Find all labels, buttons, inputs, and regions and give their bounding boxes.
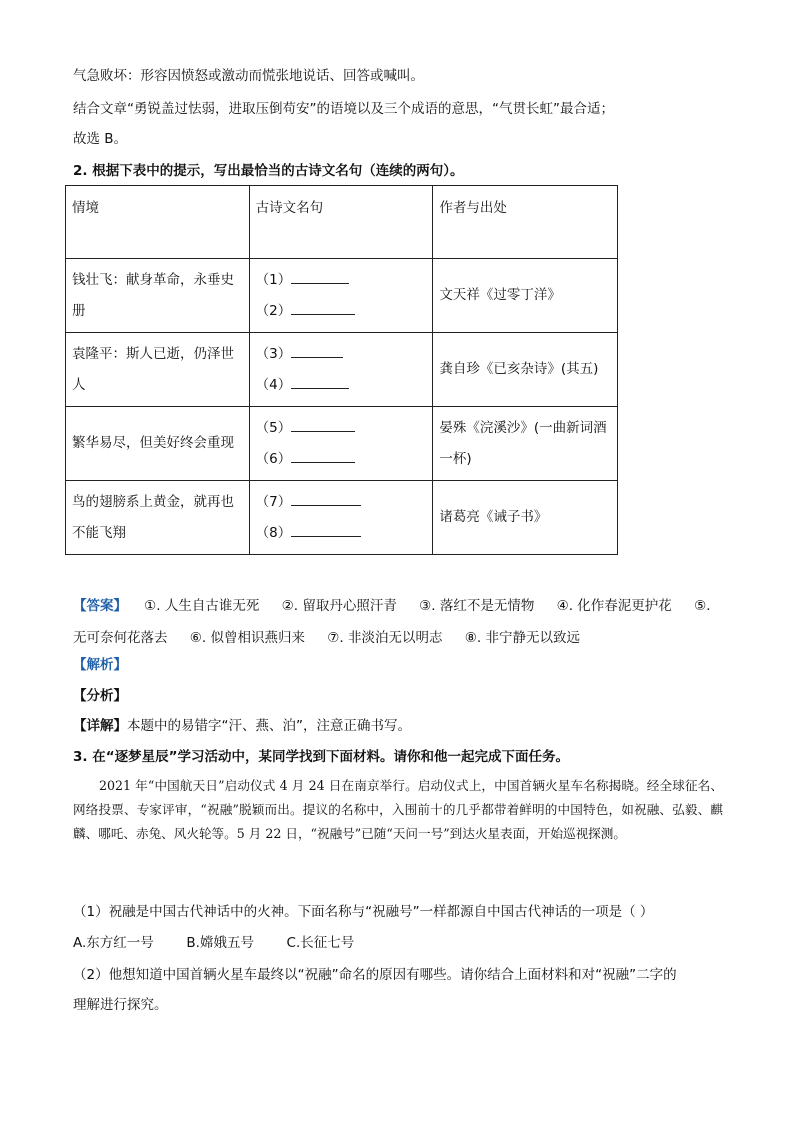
blank-label: （1） bbox=[255, 271, 292, 288]
intro-line-2: 结合文章“勇锐盖过怯弱，进取压倒苟安”的语境以及三个成语的意思，“气贯长虹”最合适； bbox=[73, 101, 614, 117]
source-text: 龚自珍《已亥杂诗》(其五) bbox=[439, 361, 599, 377]
answer-item: ⑦. 非淡泊无以明志 bbox=[327, 630, 443, 646]
answer-blank[interactable] bbox=[291, 446, 355, 463]
detail-line bbox=[73, 716, 411, 736]
scene-text: 钱壮飞：献身革命，永垂史 bbox=[72, 271, 234, 288]
blank-label: （2） bbox=[255, 302, 292, 319]
header-verse: 古诗文名句 bbox=[249, 186, 433, 259]
table-row bbox=[66, 333, 618, 407]
blank-label: （8） bbox=[255, 524, 292, 541]
answer-blank[interactable] bbox=[291, 372, 349, 389]
source-text: 一杯) bbox=[439, 450, 472, 467]
question-2-title: 2. 根据下表中的提示，写出最恰当的古诗文名句（连续的两句）。 bbox=[73, 163, 464, 179]
source-text: 文天祥《过零丁洋》 bbox=[439, 287, 561, 303]
answer-blank[interactable] bbox=[291, 520, 361, 537]
scene-text: 不能飞翔 bbox=[72, 524, 126, 541]
source-text: 晏殊《浣溪沙》(一曲新词酒 bbox=[439, 419, 607, 436]
scene-text: 人 bbox=[72, 376, 86, 393]
answer-blank[interactable] bbox=[291, 489, 361, 506]
option-c: C.长征七号 bbox=[286, 935, 355, 951]
question-3-material bbox=[73, 774, 723, 846]
answer-item: ①. 人生自古谁无死 bbox=[144, 598, 260, 614]
table-header-row bbox=[66, 186, 618, 259]
analysis-label: 【解析】 bbox=[73, 657, 127, 673]
option-a: A.东方红一号 bbox=[73, 935, 154, 951]
answer-item: ④. 化作春泥更护花 bbox=[556, 598, 672, 614]
answer-item: ⑧. 非宁静无以致远 bbox=[464, 630, 580, 646]
question-3-title: 3. 在“逐梦星辰”学习活动中，某同学找到下面材料。请你和他一起完成下面任务。 bbox=[73, 749, 569, 765]
scene-text: 册 bbox=[72, 302, 86, 319]
answer-block bbox=[73, 590, 723, 654]
answer-label: 【答案】 bbox=[73, 598, 127, 614]
blank-label: （5） bbox=[255, 419, 292, 436]
scene-text: 袁隆平：斯人已逝，仍泽世 bbox=[72, 345, 234, 362]
blank-label: （4） bbox=[255, 376, 292, 393]
sub-question-1: （1）祝融是中国古代神话中的火神。下面名称与“祝融号”一样都源自中国古代神话的一项是（ ） bbox=[73, 904, 654, 920]
table-row bbox=[66, 259, 618, 333]
table-row bbox=[66, 407, 618, 481]
option-b: B.嫦娥五号 bbox=[186, 935, 254, 951]
blank-label: （3） bbox=[255, 345, 292, 362]
material-text: 2021 年“中国航天日”启动仪式 4 月 24 日在南京举行。启动仪式上，中国首辆火星车名称揭晓。经全球征名、网络投票、专家评审，“祝融”脱颖而出。提议的名称中，入围前十的几乎都带着鲜明的中国特色，如祝融、弘毅、麒麟、哪吒、赤兔、风火轮等。5 月 22 日，“祝融号”已随“天问一号”到达火星表面，开始巡视探测。 bbox=[73, 778, 723, 841]
intro-line-3: 故选 B。 bbox=[73, 131, 128, 147]
answer-blank[interactable] bbox=[291, 341, 343, 358]
detail-label: 【详解】 bbox=[73, 718, 127, 734]
answer-item: ②. 留取丹心照汗青 bbox=[281, 598, 397, 614]
blank-label: （7） bbox=[255, 493, 292, 510]
detail-text: 本题中的易错字“汗、燕、泊”，注意正确书写。 bbox=[127, 718, 411, 734]
answer-item: ⑥. 似曾相识燕归来 bbox=[189, 630, 305, 646]
fenxi-label: 【分析】 bbox=[73, 688, 127, 704]
source-text: 诸葛亮《诫子书》 bbox=[439, 509, 548, 525]
table-row bbox=[66, 481, 618, 555]
scene-text: 繁华易尽，但美好终会重现 bbox=[72, 435, 234, 451]
sub-question-2-line-2: 理解进行探究。 bbox=[73, 997, 168, 1013]
sub-question-2-line-1: （2）他想知道中国首辆火星车最终以“祝融”命名的原因有哪些。请你结合上面材料和对“祝融”二字的 bbox=[73, 967, 677, 983]
options-line bbox=[73, 933, 354, 953]
poem-table bbox=[65, 185, 618, 555]
header-scene: 情境 bbox=[66, 186, 250, 259]
blank-label: （6） bbox=[255, 450, 292, 467]
answer-blank[interactable] bbox=[291, 298, 355, 315]
answer-item: ③. 落红不是无情物 bbox=[419, 598, 535, 614]
answer-item: ⑤. 无可奈何花落去 bbox=[73, 598, 711, 646]
scene-text: 鸟的翅膀系上黄金，就再也 bbox=[72, 493, 234, 510]
header-source: 作者与出处 bbox=[433, 186, 618, 259]
intro-line-1: 气急败坏：形容因愤怒或激动而慌张地说话、回答或喊叫。 bbox=[73, 68, 424, 84]
answer-blank[interactable] bbox=[291, 267, 349, 284]
answer-blank[interactable] bbox=[291, 415, 355, 432]
